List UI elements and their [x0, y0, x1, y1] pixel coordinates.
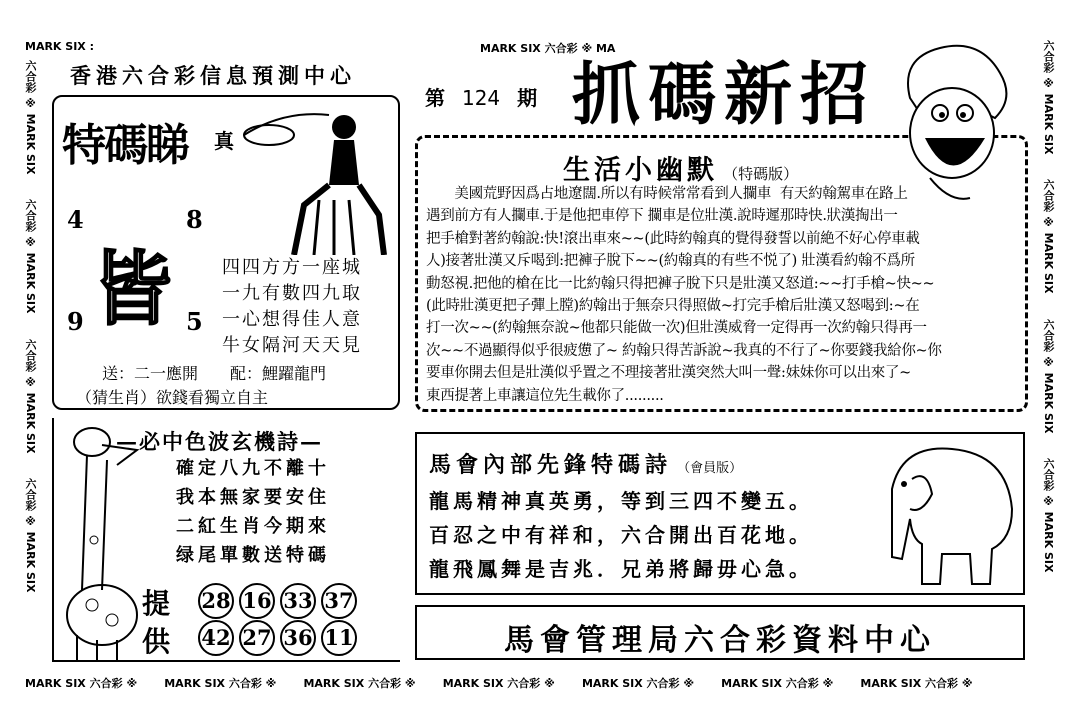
border-text: MARK SIX 六合彩 ※: [25, 677, 138, 690]
poem-line: 一心想得佳人意: [222, 309, 362, 330]
number-ball: 33: [280, 583, 316, 619]
number-ball: 16: [239, 583, 275, 619]
number-ball: 42: [198, 620, 234, 656]
story-line: 美國荒野因爲占地遼闊.所以有時候常常看到人攔車 有天約翰駕車在路上: [426, 186, 908, 202]
org-header: 香港六合彩信息預測中心: [70, 63, 356, 88]
giraffe-illustration: [62, 420, 142, 660]
story-line: 人)接著壯漢又斥喝到:把褲子脫下~~(約翰真的有些不悦了) 壯漢看約翰不爲所: [426, 253, 915, 270]
special-number-box: [52, 95, 400, 410]
special-poem: [222, 255, 362, 359]
border-text: 六合彩 ※ MARK SIX: [24, 338, 37, 454]
story-line: 遇到前方有人攔車.于是他把車停下 攔車是位壯漢.說時遲那時快.狀漢掏出一: [426, 208, 898, 225]
border-text: MARK SIX 六合彩 ※: [303, 677, 416, 690]
story-line: (此時壯漢更把子彈上膛)約翰出于無奈只得照做~打完手槍后壯漢又怒喝到:~在: [426, 298, 920, 315]
border-text-top-center: MARK SIX 六合彩 ※ MA: [480, 42, 616, 55]
border-text: 六合彩 ※ MARK SIX: [1042, 40, 1055, 155]
border-text: MARK SIX 六合彩 ※: [721, 677, 834, 690]
story-line: 打一次~~(約翰無奈說~他都只能做一次)但壯漢威脅一定得再一次約翰只得再一: [426, 320, 927, 337]
border-text: MARK SIX 六合彩 ※: [442, 677, 555, 690]
border-text: 六合彩 ※ MARK SIX: [24, 199, 37, 314]
poem-line: 绿尾單數送特碼: [176, 545, 330, 566]
issue-label: [425, 82, 537, 111]
issue-suffix: 期: [517, 86, 538, 110]
color-poem-title: —必中色波玄機詩—: [116, 429, 323, 454]
big-character: 皆: [92, 242, 172, 336]
issue-number: 124: [461, 86, 501, 110]
border-text: 六合彩 ※ MARK SIX: [24, 60, 37, 175]
humor-story: [426, 183, 942, 407]
border-right-column: [1040, 40, 1056, 680]
special-box-title: 特碼睇: [62, 120, 188, 171]
member-poem-title: 馬會內部先鋒特碼詩: [429, 452, 673, 478]
number-ball: 37: [321, 583, 357, 619]
border-text: MARK SIX 六合彩 ※: [581, 677, 695, 690]
member-poem-lines: [429, 484, 813, 586]
border-text: MARK SIX 六合彩 ※: [164, 677, 277, 690]
woman-illustration: [234, 105, 394, 255]
poem-line: 我本無家要安住: [176, 487, 330, 508]
poem-line: 確定八九不離十: [176, 458, 330, 479]
footer-banner-text: 馬會管理局六合彩資料中心: [504, 623, 936, 658]
story-line: 次~~不過顯得似乎很疲憊了~ 約翰只得苦訴說~我真的不行了~你要錢我給你~你: [426, 342, 942, 359]
border-left-column: [22, 60, 38, 660]
border-text: MARK SIX 六合彩 ※: [860, 677, 973, 690]
main-title: 抓碼新招: [572, 55, 877, 135]
number-8: 8: [186, 205, 203, 234]
poem-line: 龍飛鳳舞是吉兆．兄弟將歸毋心急。: [429, 557, 813, 581]
number-ball: 27: [239, 620, 275, 656]
give-line: 送：二一應開 配：鯉躍龍門: [102, 364, 327, 383]
number-row-1: [198, 583, 362, 619]
border-text: 六合彩 ※ MARK SIX: [1042, 318, 1055, 434]
poem-line: 四四方方一座城: [222, 257, 362, 278]
guess-line: （猜生肖）欲錢看獨立自主: [76, 388, 269, 407]
humor-edition: （特碼版）: [723, 165, 799, 183]
border-text: 六合彩 ※ MARK SIX: [1042, 458, 1055, 573]
elephant-illustration: [872, 439, 1022, 589]
number-row-2: [198, 620, 362, 656]
member-poem-box: [415, 432, 1025, 595]
story-line: 把手槍對著約翰說:快!滾出車來~~(此時約翰真的覺得發誓以前絶不好心停車載: [426, 230, 920, 247]
number-5: 5: [186, 307, 203, 336]
poem-line: 牛女隔河天天見: [222, 335, 362, 356]
border-text-top-left: MARK SIX :: [25, 40, 95, 53]
border-text: 六合彩 ※ MARK SIX: [1042, 179, 1055, 294]
number-ball: 28: [198, 583, 234, 619]
border-bottom-row: [25, 672, 1035, 691]
border-text: 六合彩 ※ MARK SIX: [24, 478, 37, 593]
special-box-subtitle: 真: [214, 129, 234, 153]
footer-banner-box: [415, 605, 1025, 660]
ti-label: 提: [142, 587, 171, 620]
color-poem-box: [52, 418, 400, 662]
story-line: 要車你開去但是壯漢似乎置之不理接著壯漢突然大叫一聲:妹妹你可以出來了~: [426, 365, 912, 382]
clown-illustration: [890, 38, 1015, 203]
humor-title: 生活小幽默: [563, 155, 718, 186]
humor-heading: [563, 148, 798, 187]
number-ball: 36: [280, 620, 316, 656]
poem-line: 二紅生肖今期來: [176, 516, 330, 537]
story-line: 動怒視.把他的槍在比一比約翰只得把褲子脫下只是壯漢又怒道:~~打手槍~快~~: [426, 275, 935, 292]
number-4: 4: [67, 205, 84, 234]
number-9: 9: [67, 307, 84, 336]
poem-line: 一九有數四九取: [222, 283, 362, 304]
color-poem-lines: [176, 454, 330, 570]
gong-label: 供: [142, 625, 171, 658]
number-ball: 11: [321, 620, 357, 656]
poem-line: 百忍之中有祥和，六合開出百花地。: [429, 523, 813, 547]
member-poem-edition: （會員版）: [677, 461, 743, 476]
poem-line: 龍馬精神真英勇，等到三四不變五。: [429, 489, 813, 513]
member-poem-heading: [429, 448, 742, 479]
story-line: 東西提著上車讓這位先生載你了.........: [426, 387, 664, 404]
issue-prefix: 第: [425, 86, 445, 110]
